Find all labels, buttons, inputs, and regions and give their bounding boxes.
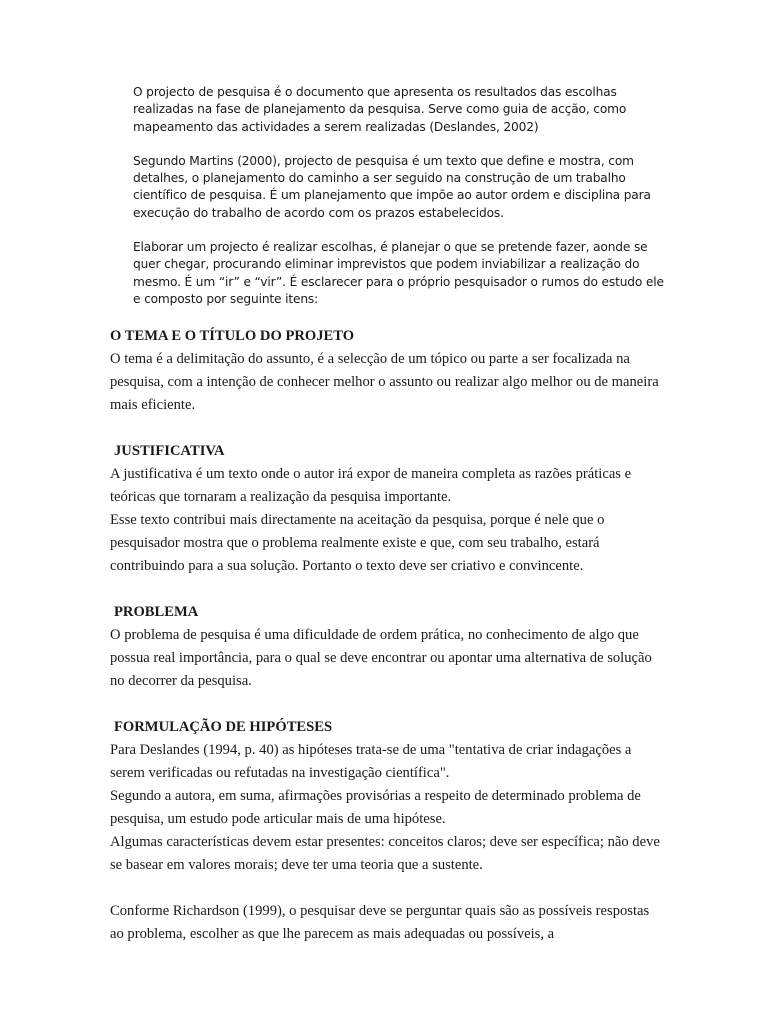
intro-paragraph-3: Elaborar um projecto é realizar escolhas, é planejar o que se pretende fazer, aonde se quer chegar, procurando eliminar imprevistos que podem inviabilizar a realização do mesmo. É um “ir” e “vir”. É esclarecer para o próprio pesquisador o rumos do estudo ele e composto por seguinte itens:	[133, 240, 664, 306]
paragraph-problema: O problema de pesquisa é uma dificuldade de ordem prática, no conhecimento de algo que possua real importância, para o qual se deve encontrar ou apontar uma alternativa de solução no decorrer da pesquisa.	[110, 627, 652, 689]
paragraph-hipoteses-2: Segundo a autora, em suma, afirmações provisórias a respeito de determinado problema de pesquisa, um estudo pode articular mais de uma hipótese.	[110, 788, 641, 827]
heading-problema: PROBLEMA	[114, 604, 199, 620]
heading-hipoteses: FORMULAÇÃO DE HIPÓTESES	[114, 719, 333, 735]
intro-paragraph-2: Segundo Martins (2000), projecto de pesquisa é um texto que define e mostra, com detalhes, o planejamento do caminho a ser seguido na construção de um trabalho científico de pesquisa. É um planejamento que impõe ao autor ordem e disciplina para execução do trabalho de acordo com os prazos estabelecidos.	[133, 153, 651, 220]
heading-justificativa: JUSTIFICATIVA	[114, 443, 225, 459]
heading-tema: O TEMA E O TÍTULO DO PROJETO	[110, 328, 355, 344]
intro-block	[133, 84, 673, 325]
paragraph-hipoteses-1: Para Deslandes (1994, p. 40) as hipóteses trata-se de uma "tentativa de criar indagações a serem verificadas ou refutadas na investigação científica".	[110, 742, 632, 781]
paragraph-justificativa-2: Esse texto contribui mais directamente na aceitação da pesquisa, porque é nele que o pesquisador mostra que o problema realmente existe e que, com seu trabalho, estará contribuindo para a sua solução. Portanto o texto deve ser criativo e convincente.	[110, 512, 605, 574]
paragraph-justificativa-1: A justificativa é um texto onde o autor irá expor de maneira completa as razões práticas e teóricas que tornaram a realização da pesquisa importante.	[110, 466, 632, 505]
paragraph-tema: O tema é a delimitação do assunto, é a selecção de um tópico ou parte a ser focalizada na pesquisa, com a intenção de conhecer melhor o assunto ou realizar algo melhor ou de maneira mais eficiente.	[110, 351, 659, 413]
intro-paragraph-1: O projecto de pesquisa é o documento que apresenta os resultados das escolhas realizadas na fase de planejamento da pesquisa. Serve como guia de acção, como mapeamento das actividades a serem realizadas (Deslandes, 2002)	[133, 85, 627, 134]
paragraph-hipoteses-3: Algumas características devem estar presentes: conceitos claros; deve ser específica; não deve se basear em valores morais; deve ter uma teoria que a sustente.	[110, 834, 660, 873]
paragraph-hipoteses-4: Conforme Richardson (1999), o pesquisar deve se perguntar quais são as possíveis respostas ao problema, escolher as que lhe parecem as mais adequadas ou possíveis, a	[110, 903, 650, 942]
document-body	[110, 325, 666, 946]
